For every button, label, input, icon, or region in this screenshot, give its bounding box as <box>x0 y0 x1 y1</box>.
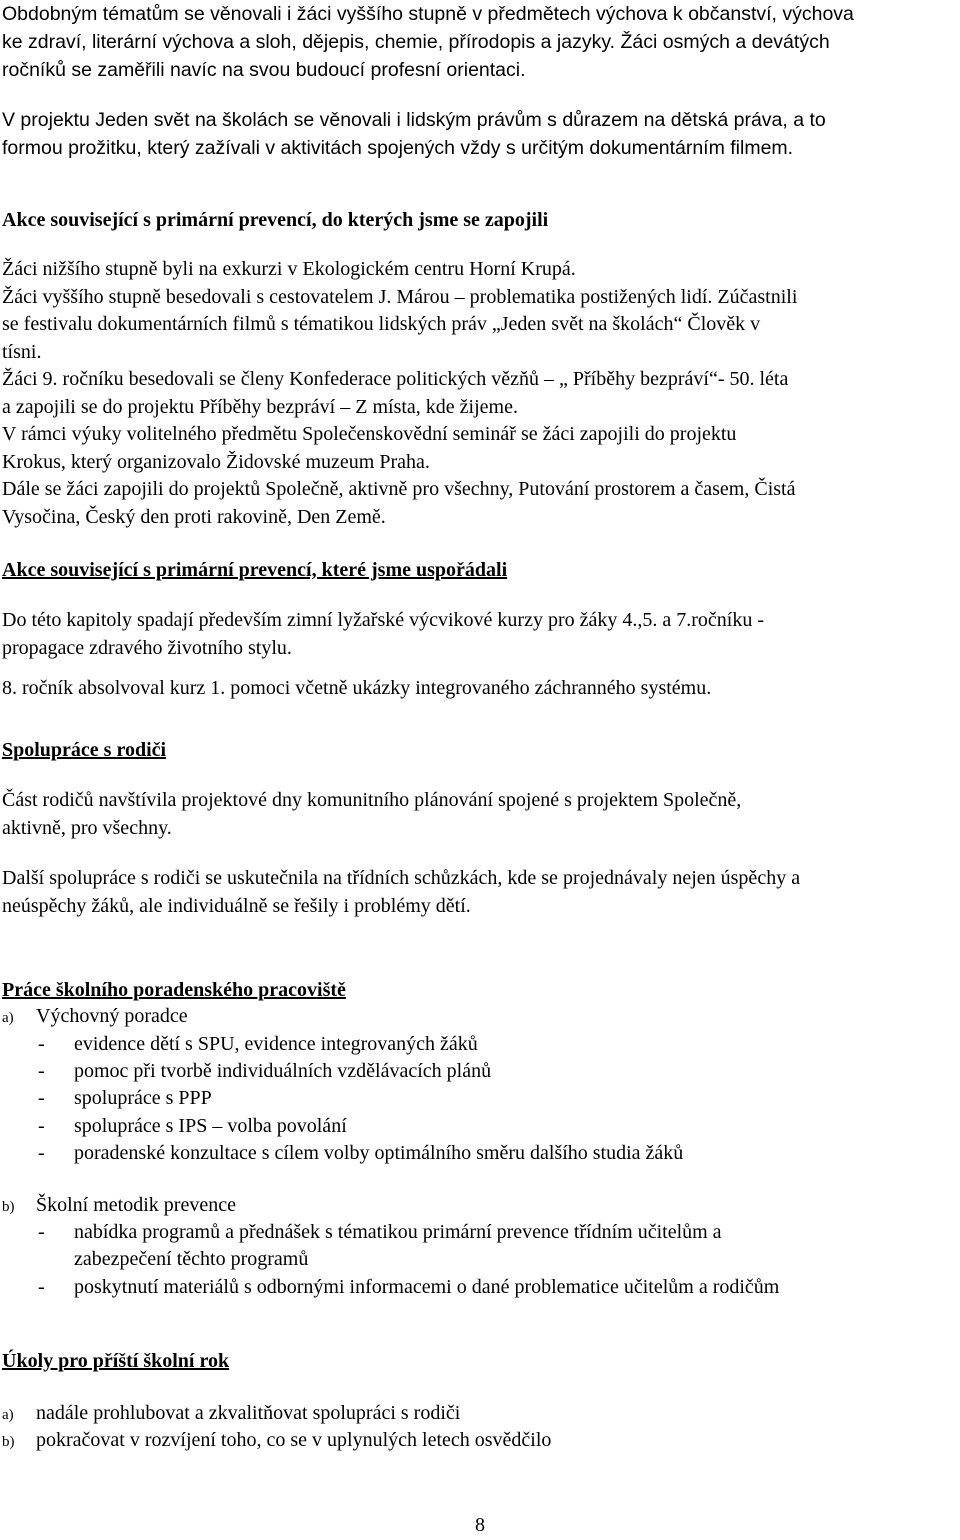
list-item-text: pokračovat v rozvíjení toho, co se v uplynulých letech osvědčilo <box>36 1429 552 1451</box>
text-line: aktivně, pro všechny. <box>2 816 172 839</box>
group-a-title <box>2 1003 942 1033</box>
text-line: propagace zdravého životního stylu. <box>2 636 292 659</box>
text-line: formou prožitku, který zažívali v aktivitách spojených vždy s určitým dokumentárním filmem. <box>2 137 794 159</box>
list-marker: b) <box>2 1199 15 1215</box>
list-item-text: poradenské konzultace s cílem volby optimálního směru dalšího studia žáků <box>74 1142 684 1164</box>
list-item <box>2 1427 942 1457</box>
usporadali-paragraph <box>2 607 958 662</box>
list-item-text: zabezpečení těchto programů <box>74 1248 309 1270</box>
zapojili-paragraph <box>2 256 958 531</box>
list-item <box>2 1400 942 1430</box>
text-line: Vysočina, Český den proti rakovině, Den Země. <box>2 505 386 528</box>
list-item-text: poskytnutí materiálů s odbornými informacemi o dané problematice učitelům a rodičům <box>74 1276 780 1298</box>
list-item-text: spolupráce s PPP <box>74 1087 212 1109</box>
text-line: V projektu Jeden svět na školách se věnovali i lidským právům s důrazem na dětská práva, a to <box>2 109 826 131</box>
text-line: Žáci vyššího stupně besedovali s cestovatelem J. Márou – problematika postižených lidí. Zúčastnili <box>2 285 798 308</box>
text-line: ročníků se zaměřili navíc na svou budoucí profesní orientaci. <box>2 59 526 81</box>
text-line: se festivalu dokumentárních filmů s tématikou lidských práv „Jeden svět na školách“ Člověk v <box>2 313 761 335</box>
list-item-text: pomoc při tvorbě individuálních vzdělávacích plánů <box>74 1060 492 1082</box>
group-b-title <box>2 1192 942 1222</box>
text-line: V rámci výuky volitelného předmětu Společenskovědní seminář se žáci zapojili do projektu <box>2 423 737 445</box>
text-line: tísni. <box>2 340 42 363</box>
rodice-paragraph-2 <box>2 865 958 920</box>
heading-zapojili: Akce související s primární prevencí, do kterých jsme se zapojili <box>2 209 549 231</box>
group-title: Školní metodik prevence <box>36 1194 236 1216</box>
text-line: Do této kapitoly spadají především zimní lyžařské výcvikové kurzy pro žáky 4.,5. a 7.ročníku - <box>2 609 765 631</box>
document-page: Obdobným tématům se věnovali i žáci vyššího stupně v předmětech výchova k občanství, výchova ke zdraví, literární výchova a sloh, dějepis, chemie, přírodopis a jazyky. Žáci osmých a devátých ročníků se zaměřili navíc na svou budoucí profesní orientaci. V projektu Jeden svět na školách se věnovali i lidským právům s důrazem na dětská práva, a to formou prožitku, který zažívali v aktivitách spojených vždy s určitým dokumentárním filmem. Akce související s primární prevencí, do kterých jsme se zapojili Žáci nižšího stupně byli na exkurzi v Ekologickém centru Horní Krupá. Žáci vyššího stupně besedovali s cestovatelem J. Márou – problematika postižených lidí. Zúčastnili se festivalu dokumentárních filmů s tématikou lidských práv „Jeden svět na školách“ Člověk v tísni. Žáci 9. ročníku besedovali se členy Konfederace politických vězňů – „ Příběhy bezpráví“- 50. léta a zapojili se do projektu Příběhy bezpráví – Z místa, kde žijeme. V rámci výuky volitelného předmětu Společenskovědní seminář se žáci zapojili do projektu Krokus, který organizovalo Židovské muzeum Praha. Dále se žáci zapojili do projektů Společně, aktivně pro všechny, Putování prostorem a časem, Čistá Vysočina, Český den proti rakovině, Den Země. Akce související s primární prevencí, které jsme uspořádali Do této kapitoly spadají především zimní lyžařské výcvikové kurzy pro žáky 4.,5. a 7.ročníku - propagace zdravého životního stylu. 8. ročník absolvoval kurz 1. pomoci včetně ukázky integrovaného záchranného systému. Spolupráce s rodiči Část rodičů navštívila projektové dny komunitního plánování spojené s projektem Společně, aktivně, pro všechny. Další spolupráce s rodiči se uskutečnila na třídních schůzkách, kde se projednávaly nejen úspěchy a neúspěchy žáků, ale individuálně se řešily i problémy dětí. Práce školního poradenského pracoviště a) Výchovný poradce - evidence dětí s SPU, evidence integrovaných žáků - pomoc při tvorbě individuálních vzdělávacích plánů - spolupráce s PPP - spolupráce s IPS – volba povolání - poradenské konzultace s cílem volby optimálního směru dalšího studia žáků b) Školní metodik prevence - nabídka programů a přednášek s tématikou primární prevence třídním učitelům a zabezpečení těchto programů - poskytnutí materiálů s odbornými informacemi o dané problematice učitelům a rodičům Úkoly pro příští školní rok a) nadále prohlubovat a zkvalitňovat spolupráci s rodiči b) pokračovat v rozvíjení toho, co se v uplynulých letech osvědčilo 8 <box>0 0 960 1536</box>
text-line: Dále se žáci zapojili do projektů Společně, aktivně pro všechny, Putování prostorem a časem, Čistá <box>2 478 796 500</box>
text-line: Část rodičů navštívila projektové dny komunitního plánování spojené s projektem Společně, <box>2 789 742 811</box>
list-item-text: evidence dětí s SPU, evidence integrovaných žáků <box>74 1033 478 1055</box>
text-line: Obdobným tématům se věnovali i žáci vyššího stupně v předmětech výchova k občanství, výchova <box>2 3 854 25</box>
list-item-text: spolupráce s IPS – volba povolání <box>74 1115 347 1137</box>
list-marker: a) <box>2 1010 14 1026</box>
text-line: Žáci nižšího stupně byli na exkurzi v Ekologickém centru Horní Krupá. <box>2 258 576 280</box>
text-line: Žáci 9. ročníku besedovali se členy Konfederace politických vězňů – „ Příběhy bezpráví“- 50. léta <box>2 368 789 390</box>
jeden-svet-paragraph <box>2 106 958 162</box>
heading-spoluprace-s-rodici: Spolupráce s rodiči <box>2 739 167 761</box>
text-line: neúspěchy žáků, ale individuálně se řešily i problémy dětí. <box>2 894 471 917</box>
page-number: 8 <box>475 1514 485 1536</box>
list-item-text: nadále prohlubovat a zkvalitňovat spolupráci s rodiči <box>36 1402 461 1424</box>
list-marker: b) <box>2 1434 15 1450</box>
heading-poradenske-pracoviste: Práce školního poradenského pracoviště <box>2 979 346 1001</box>
text-line: Další spolupráce s rodiči se uskutečnila na třídních schůzkách, kde se projednávaly nejen úspěchy a <box>2 867 801 889</box>
group-title: Výchovný poradce <box>36 1005 188 1027</box>
list-item-text: nabídka programů a přednášek s tématikou primární prevence třídním učitelům a <box>74 1221 722 1243</box>
text-line: ke zdraví, literární výchova a sloh, dějepis, chemie, přírodopis a jazyky. Žáci osmých a devátých <box>2 31 830 53</box>
intro-paragraph <box>2 0 958 84</box>
heading-usporadali: Akce související s primární prevencí, které jsme uspořádali <box>2 559 508 581</box>
usporadali-paragraph-2: 8. ročník absolvoval kurz 1. pomoci včetně ukázky integrovaného záchranného systému. <box>2 677 712 699</box>
rodice-paragraph-1 <box>2 787 958 842</box>
list-marker: a) <box>2 1407 14 1423</box>
text-line: Krokus, který organizovalo Židovské muzeum Praha. <box>2 450 430 473</box>
text-line: a zapojili se do projektu Příběhy bezpráví – Z místa, kde žijeme. <box>2 395 518 418</box>
heading-ukoly: Úkoly pro příští školní rok <box>2 1350 230 1372</box>
